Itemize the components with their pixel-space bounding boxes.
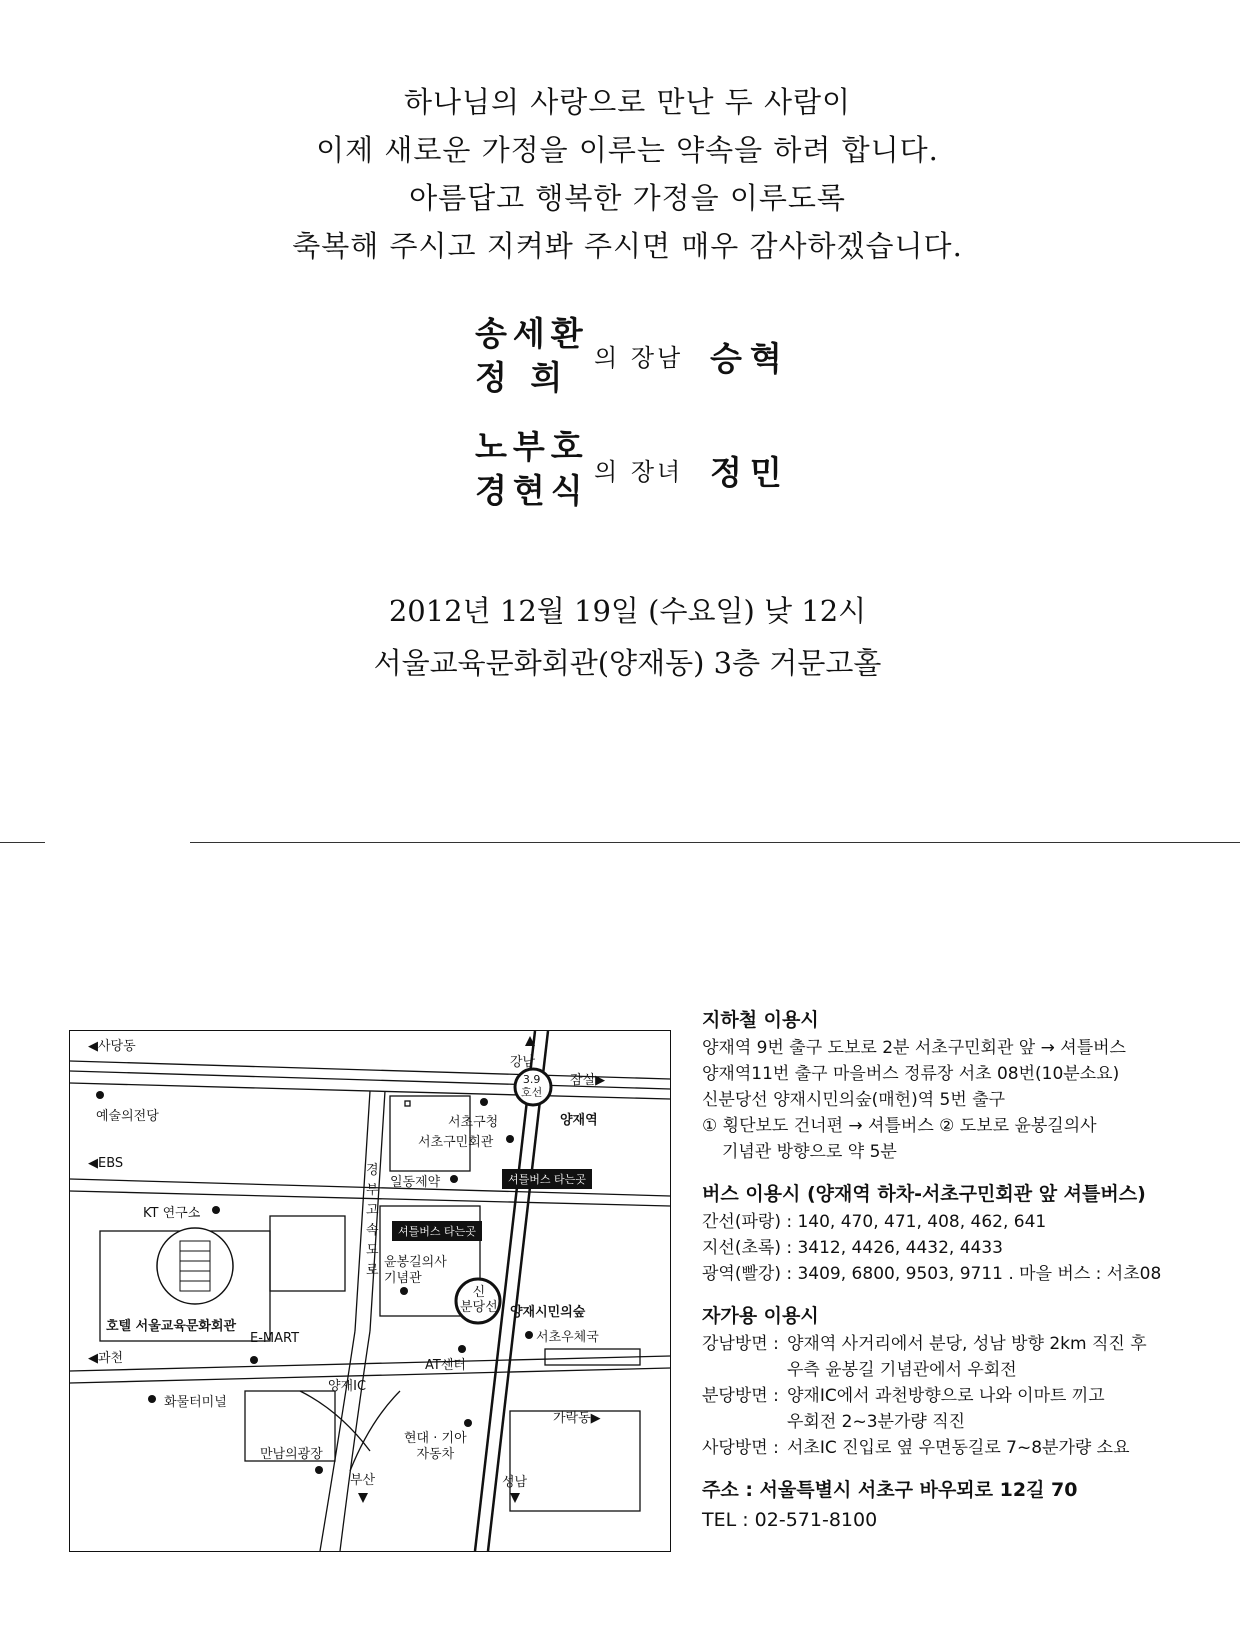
map-marker [148,1395,156,1403]
car-route-text: 양재IC에서 과천방향으로 나와 이마트 끼고 [787,1386,1105,1406]
car-route-direction: 사당방면 : [702,1438,779,1458]
map-label-seocho-office: 서초구청 [448,1115,499,1130]
map-marker [480,1098,488,1106]
event-datetime: 2012년 12월 19일 (수요일) 낮 12시 [388,594,867,628]
subway-section [702,1005,1242,1165]
directions-info [702,1005,1242,1535]
subway-line: 양재역11번 출구 마을버스 정류장 서초 08번(10분소요) [702,1064,1120,1084]
map-marker [458,1345,466,1353]
groom-relation: 의 장남 [594,344,684,372]
bride-name: 정민 [710,453,790,492]
car-route-text: 우측 윤봉길 기념관에서 우회전 [787,1360,1017,1380]
car-section [702,1301,1242,1461]
map-label-emart: E-MART [250,1331,300,1346]
map-label-sinbundang: 신 분당선 [460,1285,498,1315]
map-label-garak: 가락동▶ [553,1411,601,1426]
map-label-at-center: AT센터 [425,1358,466,1373]
map-marker [525,1331,533,1339]
map-marker [212,1206,220,1214]
map-marker [464,1419,472,1427]
car-route-text: 서초IC 진입로 옆 우면동길로 7~8분가량 소요 [787,1438,1130,1458]
event-details [0,585,1255,689]
car-route-text: 양재역 사거리에서 분당, 성남 방향 2km 직진 후 [787,1334,1147,1354]
map-label-seongnam: 성남 [502,1475,528,1490]
map-label-cargo: 화물터미널 [164,1395,227,1410]
map-label-hotel: 호텔 서울교육문화회관 [106,1319,237,1334]
subway-line: 신분당선 양재시민의숲(매헌)역 5번 출구 [702,1090,1006,1110]
intro-line: 축복해 주시고 지켜봐 주시면 매우 감사하겠습니다. [292,229,963,263]
cut-line [190,842,1240,843]
car-route-direction: 강남방면 : [702,1334,779,1354]
subway-title: 지하철 이용시 [702,1009,819,1031]
bride-father: 노부호 [475,427,589,466]
bride-mother: 경현식 [475,471,589,510]
car-title: 자가용 이용시 [702,1305,819,1327]
bus-title: 버스 이용시 (양재역 하차-서초구민회관 앞 셔틀버스) [702,1183,1146,1205]
venue-phone: TEL : 02-571-8100 [702,1509,878,1531]
map-marker [506,1135,514,1143]
intro-line: 하나님의 사랑으로 만난 두 사람이 [403,85,852,119]
bus-line: 광역(빨강) : 3409, 6800, 9503, 9711 . 마을 버스 : 서초08 [702,1264,1162,1284]
bride-relation: 의 장녀 [594,458,684,486]
intro-line: 아름답고 행복한 가정을 이루도록 [409,181,846,215]
map-label-yangjae-ic: 양재IC [328,1379,367,1394]
map-label-yunbong: 윤봉길의사 기념관 [384,1255,447,1286]
map-marker [400,1287,408,1295]
car-route-direction: 분당방면 : [702,1386,779,1406]
map-label-ebs: ◀EBS [88,1156,124,1171]
car-route [702,1383,1242,1435]
venue-address: 주소 : 서울특별시 서초구 바우뫼로 12길 70 [702,1479,1078,1501]
map-marker [250,1356,258,1364]
groom-name: 승혁 [710,339,790,378]
map-label-jamsil: 잠실▶ [570,1073,606,1088]
map-label-line39: 3.9 호선 [521,1073,543,1099]
event-venue: 서울교육문화회관(양재동) 3층 거문고홀 [373,646,882,680]
car-route [702,1331,1242,1383]
map-label-ildong: 일동제약 [390,1175,441,1190]
map-label-busan: 부산 [350,1473,376,1488]
bus-line: 간선(파랑) : 140, 470, 471, 408, 462, 641 [702,1212,1047,1232]
map-label-citizen-forest: 양재시민의숲 [510,1305,586,1320]
map-label-seocho-hall: 서초구민회관 [418,1135,494,1150]
map-label-hyundai: 현대 · 기아 자동차 [404,1431,467,1462]
invitation-message [0,78,1255,270]
map-label-post: 서초우체국 [536,1330,599,1345]
map-marker [315,1466,323,1474]
car-route [702,1435,1242,1461]
map-shuttle-stop: 셔틀버스 타는곳 [392,1221,482,1241]
groom-mother: 정 희 [475,358,569,397]
subway-line: ① 횡단보도 건너편 → 셔틀버스 ② 도보로 윤봉길의사 [702,1116,1097,1136]
map-shuttle-stop: 셔틀버스 타는곳 [502,1169,592,1189]
bus-section [702,1179,1242,1287]
subway-line: 양재역 9번 출구 도보로 2분 서초구민회관 앞 → 셔틀버스 [702,1038,1126,1058]
map-label-arts-center: 예술의전당 [96,1109,159,1124]
map-label-kt: KT 연구소 [143,1206,201,1221]
map-label-gangnam: 강남 [510,1055,536,1070]
bride-parents [475,425,589,513]
car-route-text: 우회전 2~3분가량 직진 [787,1412,966,1432]
location-map [69,1030,671,1552]
map-label-sadang: ◀사당동 [88,1039,136,1054]
map-marker [450,1175,458,1183]
map-label-gyeongbu: 경부고속도로 [366,1163,379,1278]
subway-line: 기념관 방향으로 약 5분 [722,1142,897,1162]
map-label-gwacheon: ◀과천 [88,1351,124,1366]
map-label-yangjae-station: 양재역 [560,1113,598,1128]
groom-father: 송세환 [475,314,589,353]
intro-line: 이제 새로운 가정을 이루는 약속을 하려 합니다. [316,133,939,167]
groom-parents [475,312,589,400]
cut-line [0,842,45,843]
map-label-mannam: 만남의광장 [260,1447,323,1462]
map-marker [96,1091,104,1099]
bus-line: 지선(초록) : 3412, 4426, 4432, 4433 [702,1238,1003,1258]
